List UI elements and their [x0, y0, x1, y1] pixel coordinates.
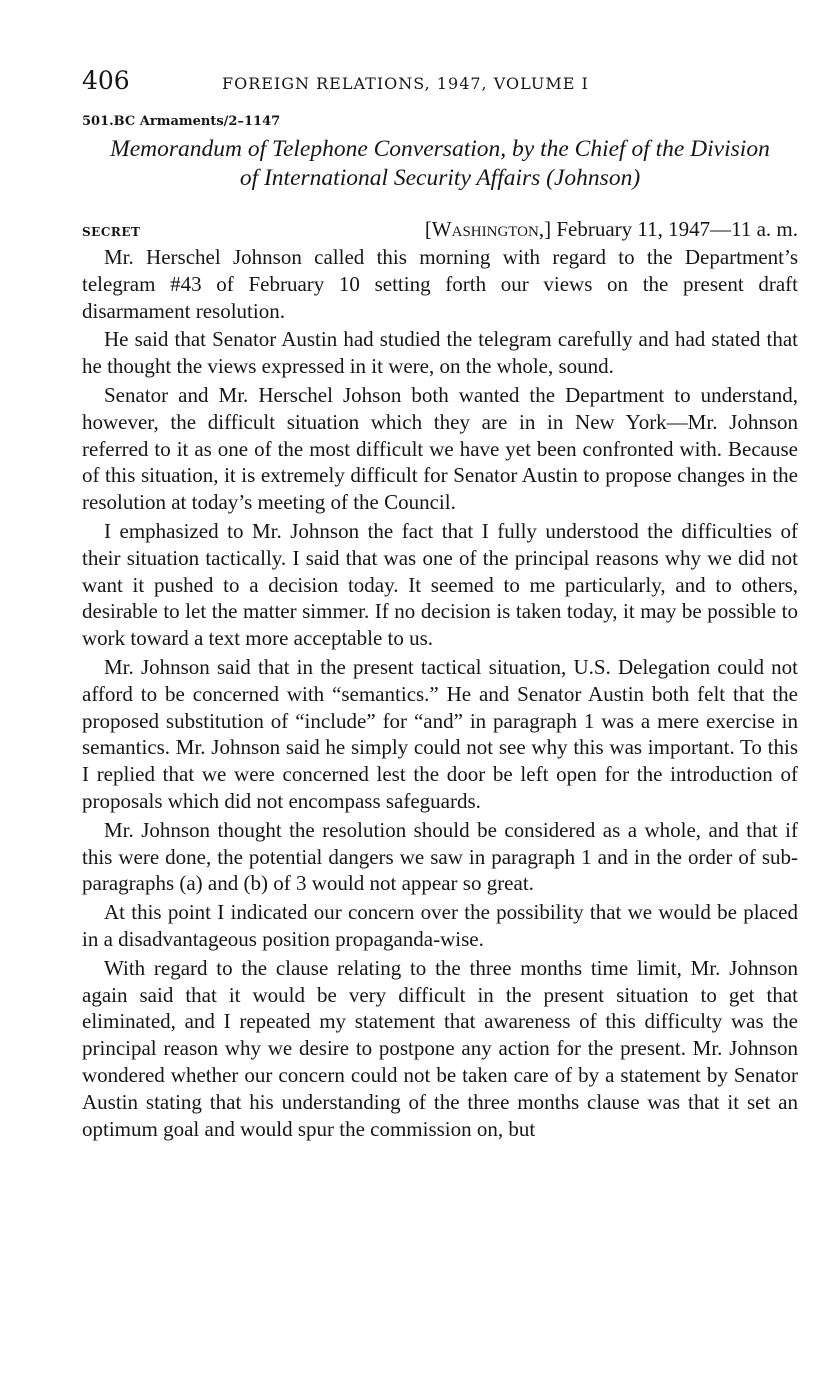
- page-number: 406: [82, 66, 130, 95]
- paragraph: Mr. Herschel Johnson called this morning with regard to the Department’s telegram #43 of February 10 setting forth our views on the present draft disarmament resolution.: [82, 245, 798, 323]
- paragraph: With regard to the clause relating to the three months time limit, Mr. Johnson again said that it would be very difficult in the present situation to get that eliminated, and I repeated my statement that awareness of this difficulty was the principal reason why we desire to postpone any action for the present. Mr. Johnson wondered whether our concern could not be taken care of by a statement by Senator Austin stating that his understanding of the three months clause was that it set an optimum goal and would spur the commission on, but: [82, 955, 798, 1141]
- paragraph: Mr. Johnson thought the resolution should be considered as a whole, and that if this were done, the potential dangers we saw in paragraph 1 and in the order of sub-paragraphs (a) and (b) of 3 would not appear so great.: [82, 817, 798, 896]
- running-title: FOREIGN RELATIONS, 1947, VOLUME I: [222, 74, 589, 93]
- paragraph: I emphasized to Mr. Johnson the fact that I fully understood the difficulties of their situation tactically. I said that was one of the principal reasons why we did not want it pushed to a decision today. It seemed to me particularly, and to others, desirable to let the matter simmer. If no decision is taken today, it may be possible to work toward a text more acceptable to us.: [82, 518, 798, 651]
- paragraph: Senator and Mr. Herschel Johson both wanted the Department to understand, however, the difficult situation which they are in in New York—Mr. Johnson referred to it as one of the most difficult we have yet been confronted with. Because of this situation, it is extremely difficult for Senator Austin to propose changes in the resolution at today’s meeting of the Council.: [82, 382, 798, 515]
- document-page: [82, 66, 798, 1144]
- file-reference: 501.BC Armaments/2–1147: [82, 114, 281, 129]
- place: [Washington,]: [424, 217, 552, 241]
- document-title-line-2: of International Security Affairs (Johnson): [239, 165, 641, 191]
- paragraph: Mr. Johnson said that in the present tactical situation, U.S. Delegation could not afford to be concerned with “semantics.” He and Senator Austin both felt that the proposed substitution of “include” for “and” in paragraph 1 was a mere exercise in semantics. Mr. Johnson said he simply could not see why this was important. To this I replied that we were concerned lest the door be left open for the introduction of proposals which did not encompass safeguards.: [82, 654, 798, 813]
- classification-label: SECRET: [82, 225, 141, 239]
- body-text: [82, 244, 798, 1142]
- date-time: February 11, 1947—11 a. m.: [556, 217, 798, 241]
- document-title-line-1: Memorandum of Telephone Conversation, by the Chief of the Division: [110, 136, 770, 162]
- dateline: [82, 217, 798, 242]
- paragraph: He said that Senator Austin had studied the telegram carefully and had stated that he thought the views expressed in it were, on the whole, sound.: [82, 327, 798, 379]
- paragraph: At this point I indicated our concern over the possibility that we would be placed in a disadvantageous position propaganda-wise.: [82, 900, 798, 951]
- running-head: [82, 66, 798, 100]
- document-title: [82, 135, 798, 193]
- place-and-date: [425, 217, 798, 242]
